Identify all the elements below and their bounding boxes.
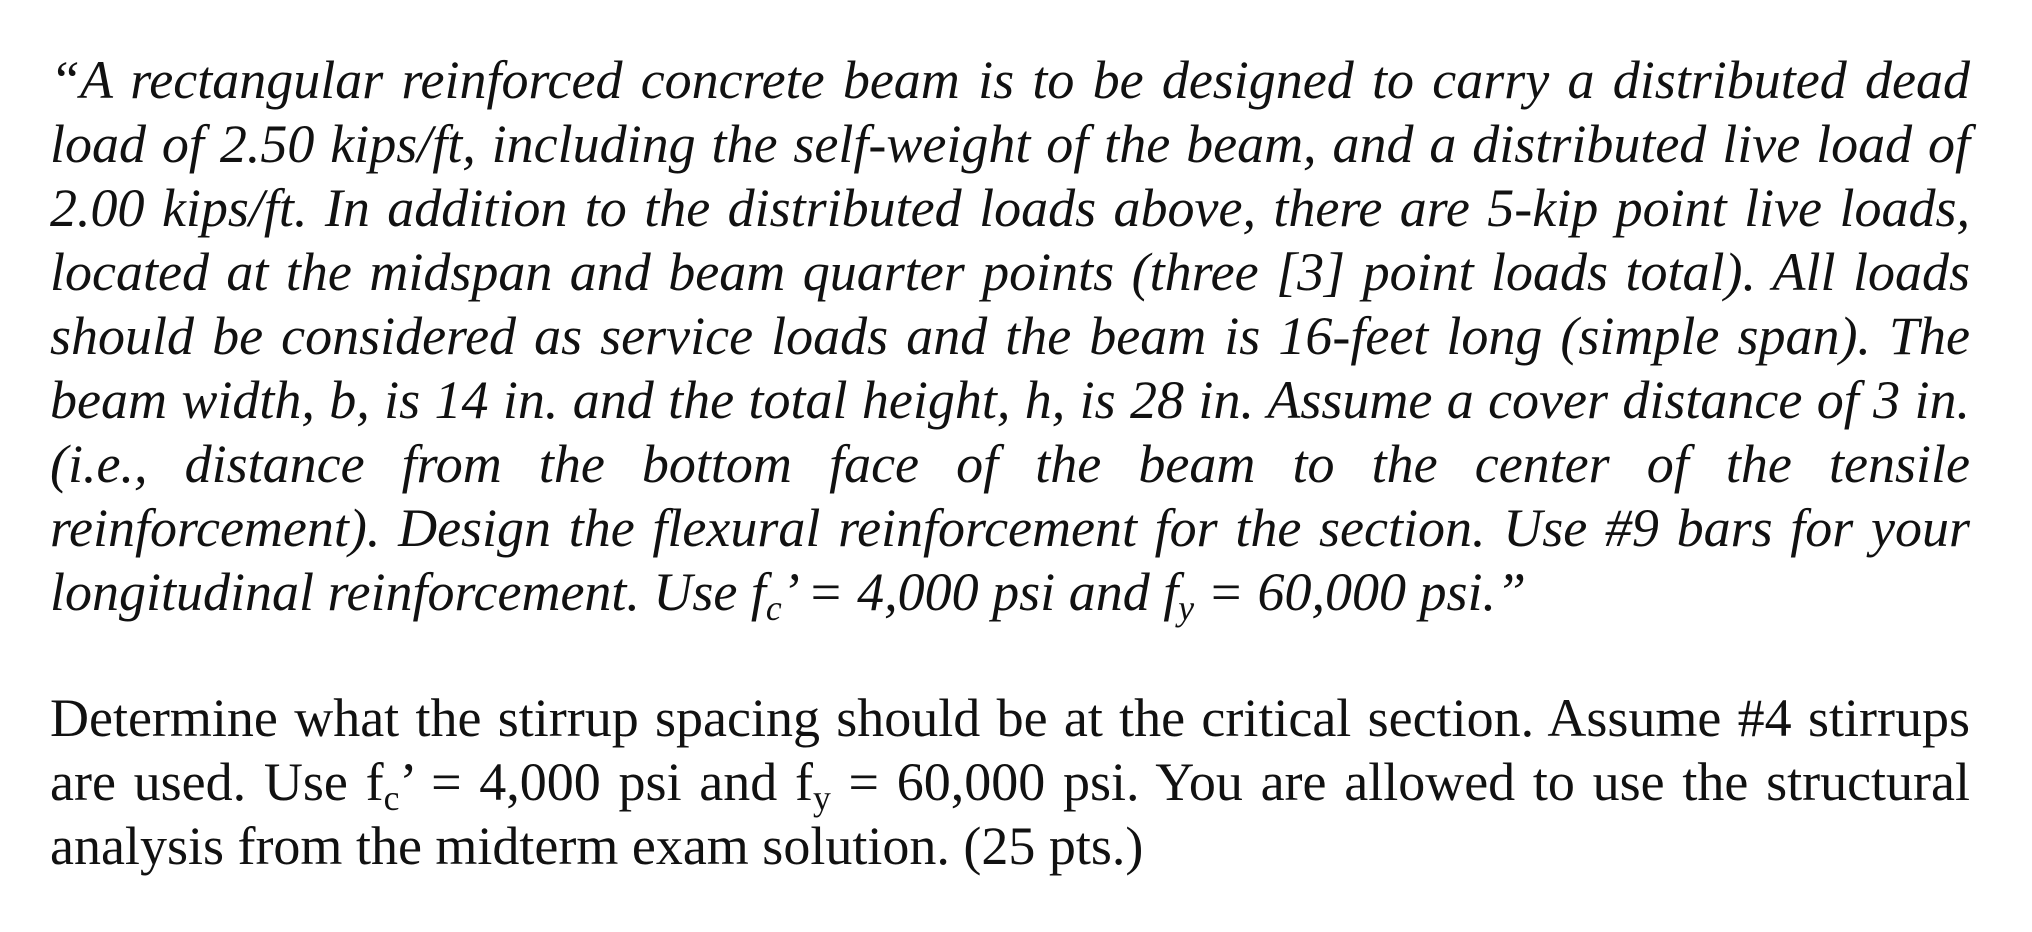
problem-quote-text: “A rectangular reinforced concrete beam is to be designed to carry a distributed dead load of 2.50 kips/ft, including the self-weight of the beam, and a distributed live load of 2.00 kips/ft. In addition to the distributed loads above, there are 5-kip point live loads, located at the midspan and beam quarter points (three [3] point loads total). All loads should be considered as service loads and the beam is 16-feet long (simple span). The beam width, b, is 14 in. and the total height, h, is 28 in. Assume a cover distance of 3 in. (i.e., distance from the bottom face of the beam to the center of the tensile reinforcement). Design the flexural reinforcement for the section. Use #9 bars for your longitudinal reinforcement. Use [50,50,1970,622]
question-fy-value: = 60,000 psi. You are allowed to use the structural analysis from the midterm exam solution. (25 pts.) [50,752,1970,876]
question-fy-symbol: f [795,752,813,812]
question-fc-subscript: c [383,777,400,818]
question-text: Determine what the stirrup spacing should be at the critical section. Assume #4 stirrups are used. Use [50,688,1970,812]
question-fc-symbol: f [365,752,384,812]
fc-subscript: c [765,587,782,628]
question-fy-subscript: y [813,777,831,818]
fy-value: = 60,000 psi.” [1194,562,1527,622]
question-paragraph [50,686,1970,878]
fc-symbol: f [750,562,766,622]
question-fc-value: ’ = 4,000 psi and [399,752,796,812]
fy-subscript: y [1178,587,1195,628]
problem-quote-paragraph [50,48,1970,628]
document-page [50,48,1970,878]
fc-value: ’ = 4,000 psi and [781,562,1164,622]
fy-symbol: f [1163,562,1179,622]
